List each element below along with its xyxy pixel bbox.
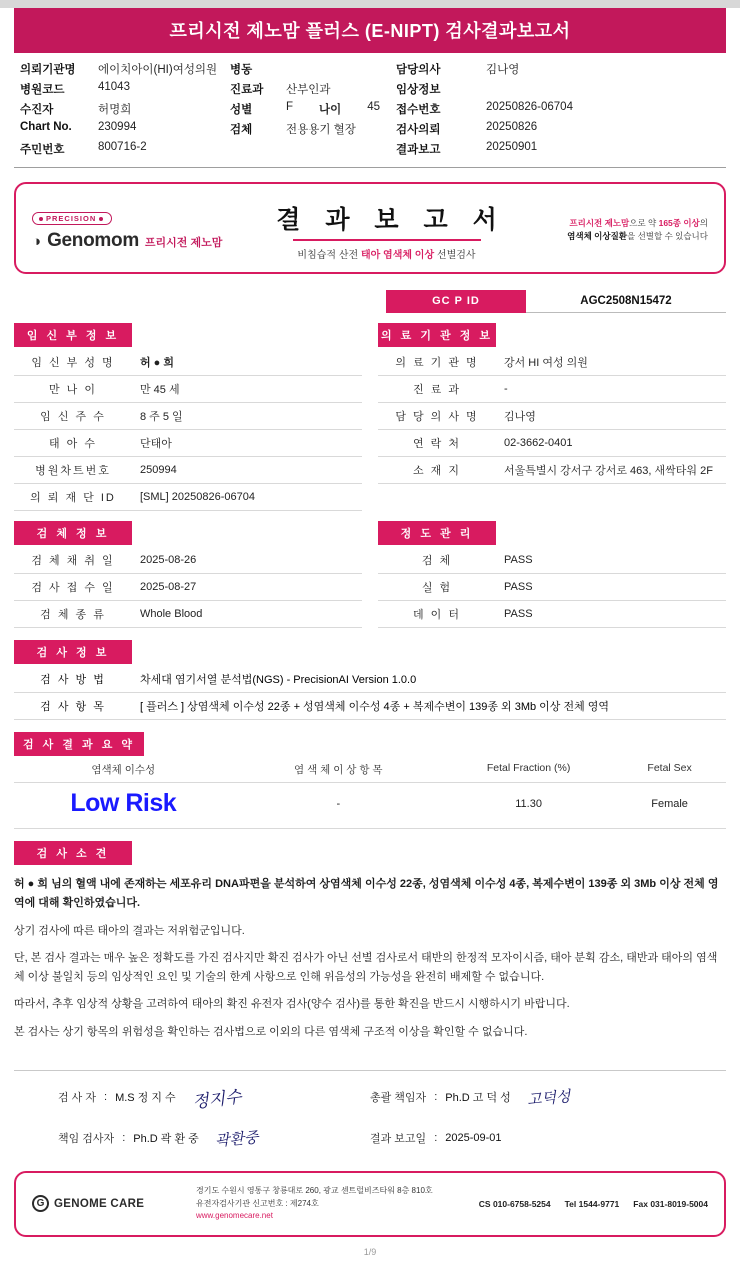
row-key: 임 신 주 수: [40, 411, 106, 423]
row-value: 02-3662-0401: [504, 437, 573, 449]
field-label-report-date: 결과보고: [396, 144, 441, 156]
row-value: 허 ● 희: [140, 357, 175, 369]
table-row: [378, 403, 726, 430]
table-row: [378, 349, 726, 376]
row-key: 태 아 수: [49, 438, 97, 450]
field-value-rrn: 800716-2: [98, 141, 147, 153]
row-value: Whole Blood: [140, 608, 203, 620]
signature-row: [14, 1085, 726, 1113]
row-key: 만 나 이: [49, 384, 97, 396]
table-row: [14, 484, 362, 511]
table-row: [378, 376, 726, 403]
signature-label-lead-tester: 책임 검사자: [58, 1133, 115, 1146]
test-info-table: [14, 666, 726, 720]
signature-value-lead-tester: Ph.D 곽 환 중: [133, 1133, 199, 1146]
field-label-hospital-code: 병원코드: [20, 84, 65, 96]
specimen-info-table: [14, 547, 362, 628]
field-value-ward: [286, 61, 396, 77]
title-divider: [293, 239, 481, 241]
row-value: 서울특별시 강서구 강서로 463, 새싹타워 2F: [504, 465, 713, 477]
row-key: 검 사 항 목: [40, 701, 106, 713]
table-row: [378, 547, 726, 574]
report-date-value: 2025-09-01: [445, 1132, 502, 1145]
row-key: 검 체 채 취 일: [31, 555, 115, 567]
field-value-sex: F: [286, 101, 294, 113]
row-key: 검 체: [421, 555, 453, 567]
findings-paragraph-4: 따라서, 추후 임상적 상황을 고려하여 태아의 확진 유전자 검사(양수 검사)를 통한 확진을 반드시 시행하시기 바랍니다.: [14, 998, 570, 1011]
row-key: 데 이 터: [413, 609, 461, 621]
field-label-sex: 성별: [230, 104, 253, 116]
findings-body: [14, 875, 726, 1042]
field-value-patient: 허명희: [98, 104, 132, 116]
row-key: 임 신 부 성 명: [31, 357, 115, 369]
row-value: 단태아: [140, 438, 172, 450]
hospital-info-table: [378, 349, 726, 484]
colon: :: [104, 1091, 108, 1104]
field-value-hospital-code: 41043: [98, 81, 130, 93]
signature-label-director: 총괄 책임자: [370, 1092, 427, 1105]
note-count: 165종 이상: [658, 218, 700, 229]
brand-logo: [32, 208, 247, 252]
note-line2-post: 을 선별할 수 있습니다: [627, 231, 708, 241]
contact-fax: Fax 031-8019-5004: [633, 1198, 708, 1209]
signature-value-tester: M.S 정 지 수: [115, 1092, 176, 1105]
row-value: 2025-08-26: [140, 554, 197, 566]
specimen-info-header: 검 체 정 보: [14, 521, 132, 545]
gcp-id-label: GC P ID: [386, 290, 526, 313]
field-value-accession: 20250826-06704: [486, 101, 573, 113]
row-value: 김나영: [504, 411, 536, 423]
row-key: 진 료 과: [413, 384, 461, 396]
colon: :: [122, 1132, 126, 1145]
field-label-blank-a: [230, 141, 286, 157]
report-subtitle: [247, 246, 526, 261]
risk-result: Low Risk: [70, 789, 177, 817]
genome-care-icon: G: [32, 1195, 49, 1212]
signature-lead-tester: [14, 1128, 314, 1149]
signature-image-lead-tester: 곽환중: [214, 1127, 259, 1150]
contact-tel: Tel 1544-9771: [564, 1198, 620, 1209]
field-label-clinical-info: 임상정보: [396, 84, 441, 96]
dot-icon: [39, 217, 43, 221]
row-key: 의 뢰 재 단 ID: [30, 492, 116, 504]
info-columns: [14, 323, 726, 511]
field-label-department: 진료과: [230, 84, 264, 96]
report-date-cell: [314, 1128, 502, 1149]
field-value-department: 산부인과: [286, 84, 331, 96]
row-key: 검 체 종 류: [40, 609, 106, 621]
row-value: 강서 HI 여성 의원: [504, 357, 588, 369]
footer-contacts: [479, 1199, 708, 1209]
row-value: [SML] 20250826-06704: [140, 491, 255, 503]
report-header-card: [14, 182, 726, 274]
note-post: 의: [699, 218, 708, 229]
field-value-blank-a: [286, 141, 396, 157]
row-key: 소 재 지: [413, 465, 461, 477]
contact-cs: CS 010-6758-5254: [478, 1198, 551, 1209]
fetal-fraction-value: 11.30: [515, 797, 542, 810]
genome-care-name: GENOME CARE: [54, 1197, 145, 1210]
row-value: 8 주 5 일: [140, 411, 183, 423]
subtitle-pre: 비침습적 산전: [297, 249, 361, 261]
brand-name-kr: 프리시전 제노맘: [144, 237, 223, 249]
report-note: [526, 217, 708, 243]
report-title-block: [247, 200, 526, 261]
pregnant-info-table: [14, 349, 362, 511]
column-header-aneuploidy: 염색체 이수성: [91, 764, 156, 776]
table-row: [14, 666, 726, 693]
table-row: [378, 457, 726, 484]
colon: :: [434, 1091, 438, 1104]
hospital-info-header: 의 료 기 관 정 보: [378, 323, 496, 347]
column-header-abnormal-items: 염 색 체 이 상 항 목: [294, 764, 383, 776]
signature-director: [314, 1085, 570, 1110]
brand-name-row: ◑ Genomom 프리시전 제노맘: [32, 230, 223, 251]
row-key: 검 사 접 수 일: [31, 582, 115, 594]
field-label-doctor: 담당의사: [396, 64, 441, 76]
qc-table: [378, 547, 726, 628]
row-key: 담 당 의 사 명: [395, 411, 479, 423]
specimen-qc-columns: [14, 521, 726, 628]
field-label-request-date: 검사의뢰: [396, 124, 441, 136]
findings-paragraph-5: 본 검사는 상기 항목의 위험성을 확인하는 검사법으로 이외의 다른 염색체 구조적 이상을 확인할 수 없습니다.: [14, 1025, 528, 1038]
table-row: [14, 376, 362, 403]
table-row: [378, 601, 726, 628]
note-brand: 프리시전 제노맘: [569, 218, 630, 229]
table-row: [378, 574, 726, 601]
table-row: [14, 693, 726, 720]
fetal-sex-value: Female: [651, 797, 688, 810]
row-key: 병원차트번호: [35, 465, 111, 477]
table-row: [14, 403, 362, 430]
report-page: [0, 8, 740, 1271]
signature-label-tester: 검 사 자: [58, 1092, 96, 1105]
field-label-age: 나이: [319, 104, 342, 116]
report-date-label: 결과 보고일: [370, 1133, 427, 1146]
field-label-chart-no: Chart No.: [20, 121, 72, 133]
field-label-rrn: 주민번호: [20, 144, 65, 156]
field-value-chart-no: 230994: [98, 121, 137, 133]
abnormal-items-value: -: [336, 797, 341, 810]
note-mid: 으로 약: [629, 218, 659, 229]
field-value-report-date: 20250901: [486, 141, 538, 153]
row-value: PASS: [504, 581, 533, 593]
row-value: 만 45 세: [140, 384, 180, 396]
qc-header: 정 도 관 리: [378, 521, 496, 545]
website-link[interactable]: www.genomecare.net: [196, 1211, 273, 1221]
row-value: PASS: [504, 554, 533, 566]
address-line-1: 경기도 수원시 영통구 창룡대로 260, 광교 센트럴비즈타워 8층 810호: [196, 1185, 433, 1195]
subtitle-highlight: 태아 염색체 이상: [360, 249, 435, 261]
page-number: 1/9: [363, 1247, 377, 1258]
field-value-doctor: 김나영: [486, 64, 520, 76]
row-key: 실 험: [421, 582, 453, 594]
field-value-age: 45: [367, 101, 381, 113]
table-row: [14, 547, 362, 574]
patient-header: [14, 53, 726, 168]
findings-paragraph-3: 단, 본 검사 결과는 매우 높은 정확도를 가진 검사지만 확진 검사가 아닌 선별 검사로서 태반의 한정적 모자이시즘, 태아 분획 감소, 태반과 태아의 염색체 이상 불일치 등의 임상적인 요인 및 기술의 한계 사항으로 인해 위음성의 가능성을 완전히 배제할 수 없습니다.: [14, 951, 718, 983]
table-row: [14, 430, 362, 457]
field-label-agency: 의뢰기관명: [20, 64, 76, 76]
pregnant-info-section: [14, 323, 362, 511]
row-value: 차세대 염기서열 분석법(NGS) - PrecisionAI Version 1.0.0: [140, 674, 417, 686]
gcp-id-value: AGC2508N15472: [526, 290, 726, 313]
test-info-header: 검 사 정 보: [14, 640, 132, 664]
table-row: [14, 574, 362, 601]
hospital-info-section: [378, 323, 726, 511]
findings-header: 검 사 소 견: [14, 841, 132, 865]
brand-name: Genomom: [47, 230, 139, 251]
gcp-id-row: [14, 290, 726, 313]
field-value-specimen: 전용용기 혈장: [286, 124, 356, 136]
findings-section: [14, 841, 726, 865]
row-key: 검 사 방 법: [40, 674, 106, 686]
row-key: 연 락 처: [413, 438, 461, 450]
findings-paragraph-2: 상기 검사에 따른 태아의 결과는 저위험군입니다.: [14, 924, 245, 937]
findings-paragraph-1: 허 ● 희 님의 혈액 내에 존재하는 세포유리 DNA파편을 분석하여 상염색체 이수성 22종, 성염색체 이수성 4종, 복제수변이 139종 외 3Mb 이상 전체 영역에 대해 확인하였습니다.: [14, 878, 719, 910]
subtitle-post: 선별검사: [434, 249, 476, 261]
signature-image-director: 고덕성: [526, 1086, 571, 1109]
result-summary-columns: [14, 758, 726, 783]
signature-image-tester: 정지수: [190, 1086, 243, 1113]
footer-card: [14, 1171, 726, 1237]
signature-row: [14, 1128, 726, 1149]
signature-value-director: Ph.D 고 덕 성: [445, 1092, 511, 1105]
footer-address: [196, 1185, 465, 1223]
field-label-patient: 수진자: [20, 104, 54, 116]
row-value: PASS: [504, 608, 533, 620]
table-row: [14, 349, 362, 376]
table-row: [378, 430, 726, 457]
row-value: 2025-08-27: [140, 581, 197, 593]
table-row: [14, 601, 362, 628]
field-value-clinical-info: [486, 81, 636, 97]
address-line-2: 유전자검사기관 신고번호 : 제274호: [196, 1198, 319, 1208]
genome-care-logo: [32, 1195, 182, 1212]
page-title: 프리시전 제노맘 플러스 (E-NIPT) 검사결과보고서: [14, 8, 726, 53]
table-row: [14, 457, 362, 484]
result-summary-values: [14, 783, 726, 829]
field-label-specimen: 검체: [230, 124, 253, 136]
field-label-accession: 접수번호: [396, 104, 441, 116]
row-value: -: [504, 383, 508, 395]
column-header-fetal-fraction: Fetal Fraction (%): [486, 762, 571, 774]
field-value-sex-age: [286, 101, 396, 117]
row-value: 250994: [140, 464, 177, 476]
report-title: 결 과 보 고 서: [276, 205, 506, 234]
qc-section: [378, 521, 726, 628]
field-value-agency: 에이치아이(HI)여성의원: [98, 64, 218, 76]
result-summary-section: [14, 732, 726, 829]
pregnant-info-header: 임 신 부 정 보: [14, 323, 132, 347]
note-line2-pre: 염색체 이상질환: [567, 231, 627, 241]
colon: :: [434, 1132, 438, 1145]
specimen-info-section: [14, 521, 362, 628]
field-value-request-date: 20250826: [486, 121, 538, 133]
dot-icon-right: [99, 217, 103, 221]
row-value: [ 플러스 ] 상염색체 이수성 22종 + 성염색체 이수성 4종 + 복제수변이 139종 외 3Mb 이상 전체 영역: [140, 701, 610, 713]
column-header-fetal-sex: Fetal Sex: [647, 762, 692, 774]
field-label-ward: 병동: [230, 64, 253, 76]
precision-badge: PRECISION: [32, 212, 112, 225]
result-summary-header: 검 사 결 과 요 약: [14, 732, 144, 756]
row-key: 의 료 기 관 명: [395, 357, 479, 369]
signature-block: [14, 1070, 726, 1149]
test-info-section: [14, 640, 726, 720]
signature-tester: [14, 1085, 314, 1113]
